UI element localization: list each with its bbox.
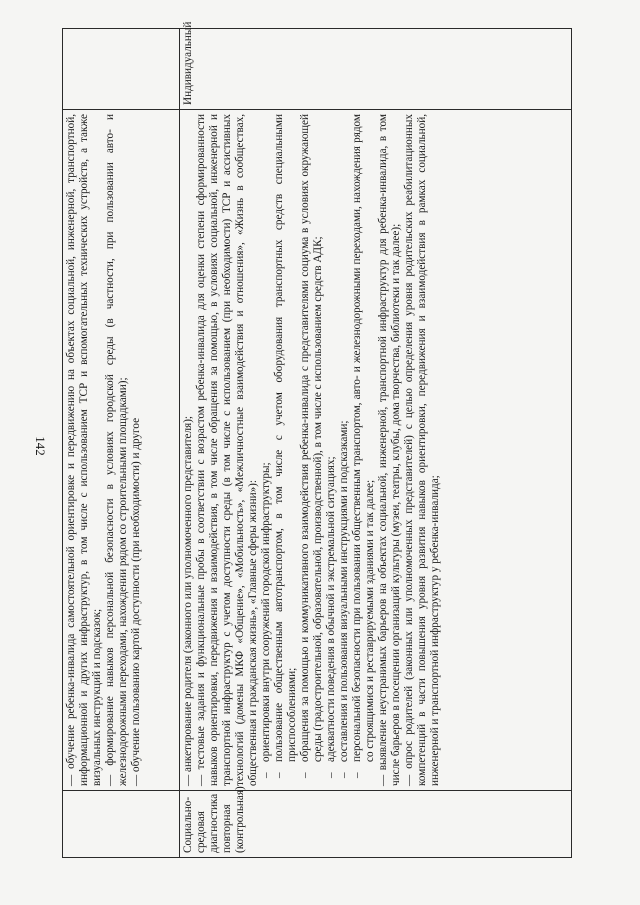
list-item: — обучение ребенка-инвалида самостоятельной ориентировке и передвижению на объектах социальной, инженерной, транспортной, информационной и других инфраструктур, в том числе с использованием ТСР и вспомогательных технических устройств, а также визуальных инструкций и подсказок; <box>65 114 103 786</box>
table-cell-form <box>63 29 180 110</box>
rehab-table <box>62 21 572 858</box>
table-row <box>180 29 572 858</box>
list-item: — формирование навыков персональной безопасности в условиях городской среды (в частности, при пользовании авто- и железнодорожными переходами, нахождении рядом со строительными площадками); <box>104 114 129 786</box>
list-item: — обучение пользованию картой доступности (при необходимости) и другое <box>130 417 142 786</box>
sub-list-item: – пользование общественным автотранспортом, в том числе с учетом оборудования транспортных средств специальными приспособлениями; <box>273 114 299 786</box>
rotated-page <box>62 21 572 858</box>
table-cell-stage: Социально-средовая диагностика повторная (контрольная) <box>180 791 572 858</box>
sub-list-item: – составления и пользования визуальными инструкциями и подсказками; <box>338 114 351 786</box>
table-cell-content <box>180 110 572 791</box>
sub-list-item: – обращения за помощью и коммуникативного взаимодействия ребенка-инвалида с представителями социума в условиях окружающей среды (градостроительной, образовательной, производственной), в том числе с использованием средств АДК; <box>299 114 325 786</box>
sub-list-item: – персональной безопасности при пользовании общественным транспортом, авто- и железнодорожными переходами, нахождения рядом со строящимися и реставрируемыми зданиями и так далее; <box>351 114 377 786</box>
list-item: — выявление неустранимых барьеров на объектах социальной, инженерной, транспортной инфраструктур для ребенка-инвалида, в том числе барьеров в посещении организаций культуры (музеи, театры, клубы, дома творчества, библиотеки и так далее); <box>377 114 402 786</box>
sub-list-item: – адекватности поведения в обычной и экстремальной ситуациях; <box>325 114 338 786</box>
table-cell-content <box>63 110 180 791</box>
table-cell-stage <box>63 791 180 858</box>
page-number: 142 <box>32 436 48 456</box>
list-item: — опрос родителей (законных или уполномоченных представителей) с целью определения уровня родительских реабилитационных компетенций в части повышения уровня развития навыков ориентировки, передвижения и взаимодействия в рамках социальной, инженерной и транспортной инфраструктур у ребенка-инвалида; <box>403 114 441 786</box>
table-cell-form: Индивидуальный <box>180 29 572 110</box>
list-item: — тестовые задания и функциональные пробы в соответствии с возрастом ребенка-инвалида для оценки степени сформированности навыков ориентировки, передвижения и взаимодействия, в том числе обращения за помощью, в условиях социальной, инженерной и транспортной инфраструктур с учетом доступности среды (в том числе с использованием (при необходимости) ТСР и ассистивных технологий (домены МКФ «Общение», «Мобильность», «Межличностные взаимодействия и отношения», «Жизнь в сообществах, общественная и гражданская жизнь», «Главные сферы жизни»): <box>195 114 259 786</box>
list-item: — анкетирование родителя (законного или уполномоченного представителя); <box>182 415 194 786</box>
sub-list-item: – ориентировки внутри сооружений городской инфраструктуры; <box>260 114 273 786</box>
table-row <box>63 29 180 858</box>
